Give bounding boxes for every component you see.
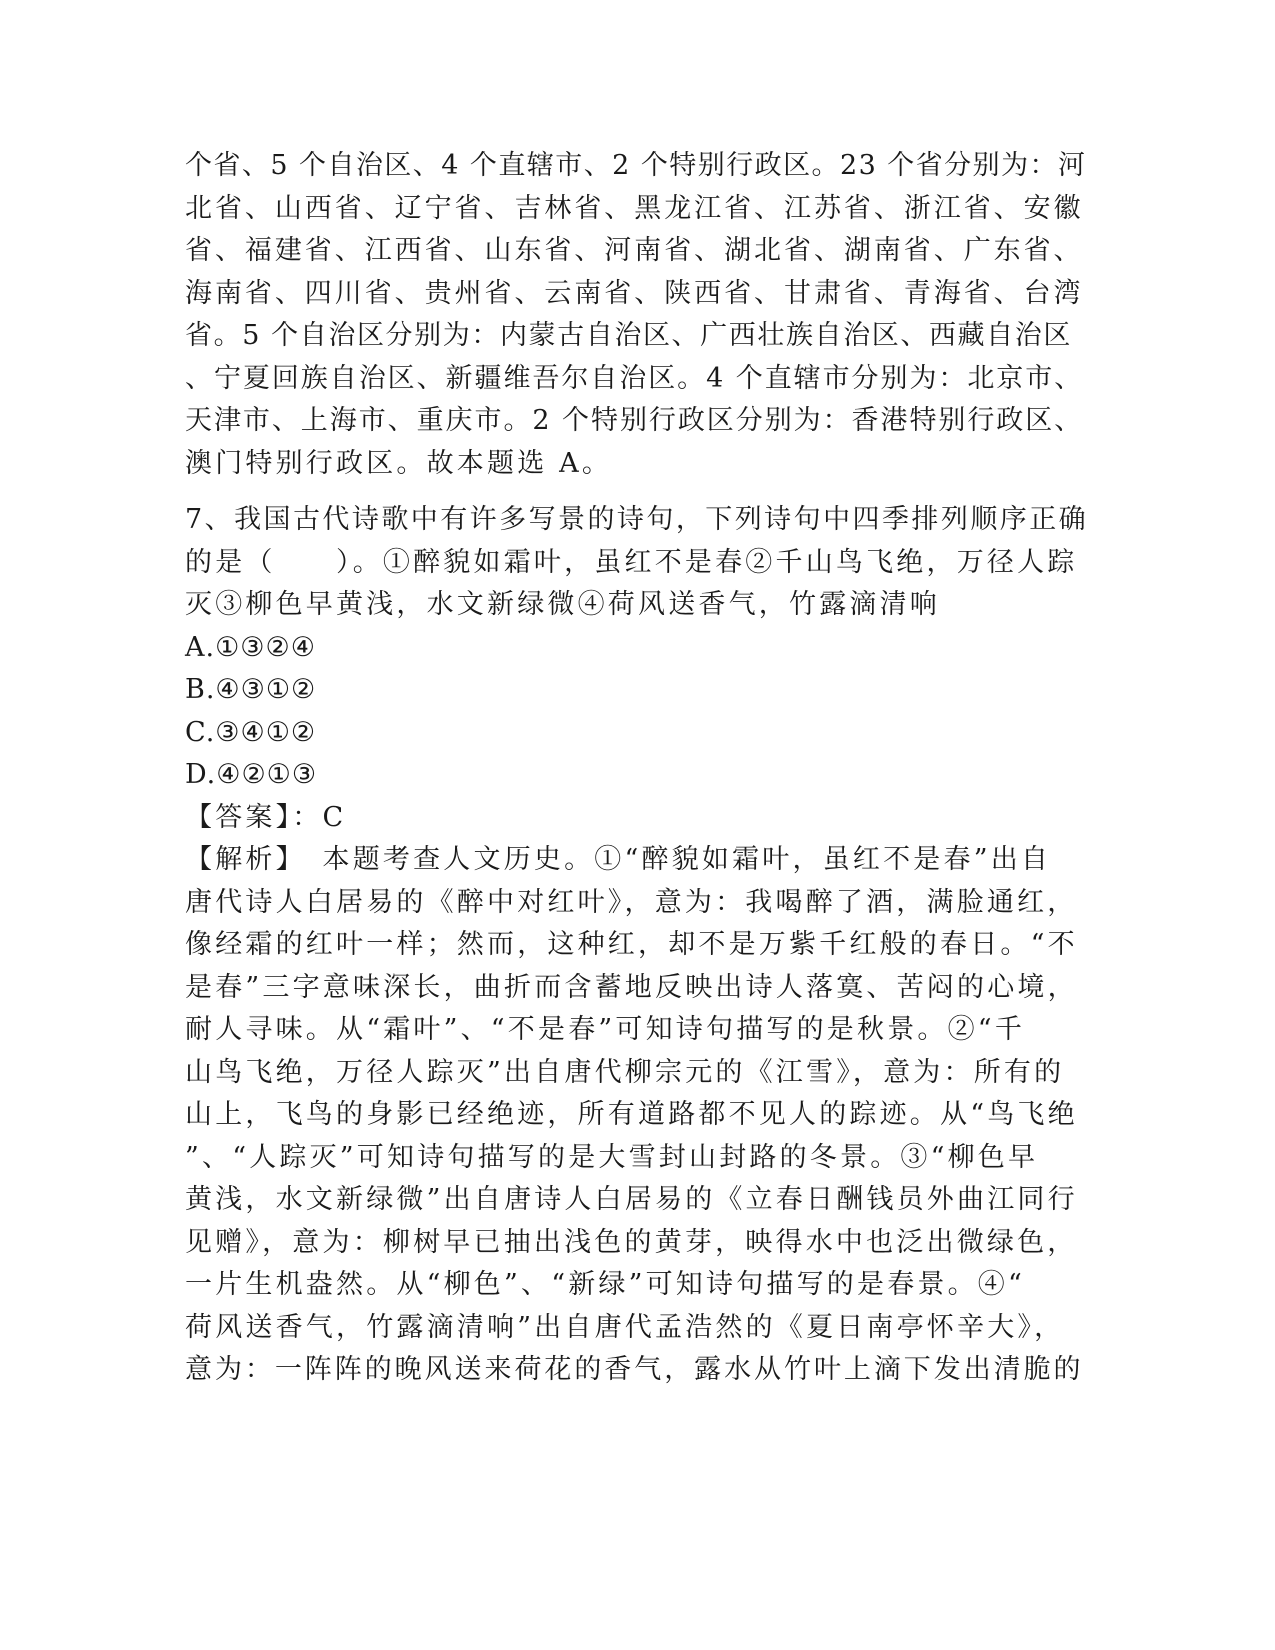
analysis-line: 耐人寻味。从“霜叶”、“不是春”可知诗句描写的是秋景。②“千 <box>185 1014 1026 1045</box>
analysis-line: 是春”三字意味深长，曲折而含蓄地反映出诗人落寞、苦闷的心境， <box>185 971 1078 1003</box>
answer-line: 【答案】：C <box>185 801 347 833</box>
question-7 <box>185 499 1090 1392</box>
stem-line: 灭③柳色早黄浅，水文新绿微④荷风送香气，竹露滴清响 <box>185 589 940 620</box>
analysis-line: 像经霜的红叶一样；然而，这种红，却不是万紫千红般的春日。“不 <box>185 929 1078 960</box>
analysis-line: 见赠》，意为：柳树早已抽出浅色的黄芽，映得水中也泛出微绿色， <box>185 1226 1078 1258</box>
text-line: 、宁夏回族自治区、新疆维吾尔自治区。4 个直辖市分别为：北京市、 <box>185 362 1084 394</box>
analysis <box>185 839 1090 1392</box>
option-a: A.①③②④ <box>185 631 316 663</box>
option-b: B.④③①② <box>185 674 317 705</box>
stem-line: 7、我国古代诗歌中有许多写景的诗句，下列诗句中四季排列顺序正确 <box>185 504 1089 535</box>
analysis-line: 荷风送香气，竹露滴清响”出自唐代孟浩然的《夏日南亭怀辛大》， <box>185 1311 1065 1343</box>
question-stem <box>185 499 1090 627</box>
option-list <box>185 627 1090 797</box>
text-line: 个省、5 个自治区、4 个直辖市、2 个特别行政区。23 个省分别为：河 <box>185 150 1087 181</box>
text-line: 北省、山西省、辽宁省、吉林省、黑龙江省、江苏省、浙江省、安徽 <box>185 192 1084 224</box>
analysis-line: ”、“人踪灭”可知诗句描写的是大雪封山封路的冬景。③“柳色早 <box>185 1141 1039 1173</box>
text-line: 澳门特别行政区。故本题选 A。 <box>185 447 613 479</box>
analysis-line: 山鸟飞绝，万径人踪灭”出自唐代柳宗元的《江雪》，意为：所有的 <box>185 1056 1065 1088</box>
analysis-line: 【解析】 本题考查人文历史。①“醉貌如霜叶，虽红不是春”出自 <box>185 844 1052 875</box>
previous-explanation <box>185 145 1090 485</box>
analysis-line: 一片生机盎然。从“柳色”、“新绿”可知诗句描写的是春景。④“ <box>185 1269 1026 1300</box>
analysis-line: 意为：一阵阵的晚风送来荷花的香气，露水从竹叶上滴下发出清脆的 <box>185 1354 1084 1385</box>
option-d: D.④②①③ <box>185 759 318 790</box>
text-line: 天津市、上海市、重庆市。2 个特别行政区分别为：香港特别行政区、 <box>185 405 1084 436</box>
analysis-line: 唐代诗人白居易的《醉中对红叶》，意为：我喝醉了酒，满脸通红， <box>185 886 1078 918</box>
analysis-line: 黄浅，水文新绿微”出自唐诗人白居易的《立春日酬钱员外曲江同行 <box>185 1184 1078 1215</box>
text-line: 省、福建省、江西省、山东省、河南省、湖北省、湖南省、广东省、 <box>185 235 1084 266</box>
paragraph-gap <box>185 485 1090 499</box>
analysis-line: 山上，飞鸟的身影已经绝迹，所有道路都不见人的踪迹。从“鸟飞绝 <box>185 1099 1078 1130</box>
text-line: 海南省、四川省、贵州省、云南省、陕西省、甘肃省、青海省、台湾 <box>185 277 1084 309</box>
text-line: 省。5 个自治区分别为：内蒙古自治区、广西壮族自治区、西藏自治区 <box>185 320 1072 351</box>
document-page <box>185 145 1090 1392</box>
option-c: C.③④①② <box>185 716 317 748</box>
stem-line: 的是（ ）。①醉貌如霜叶，虽红不是春②千山鸟飞绝，万径人踪 <box>185 546 1078 578</box>
